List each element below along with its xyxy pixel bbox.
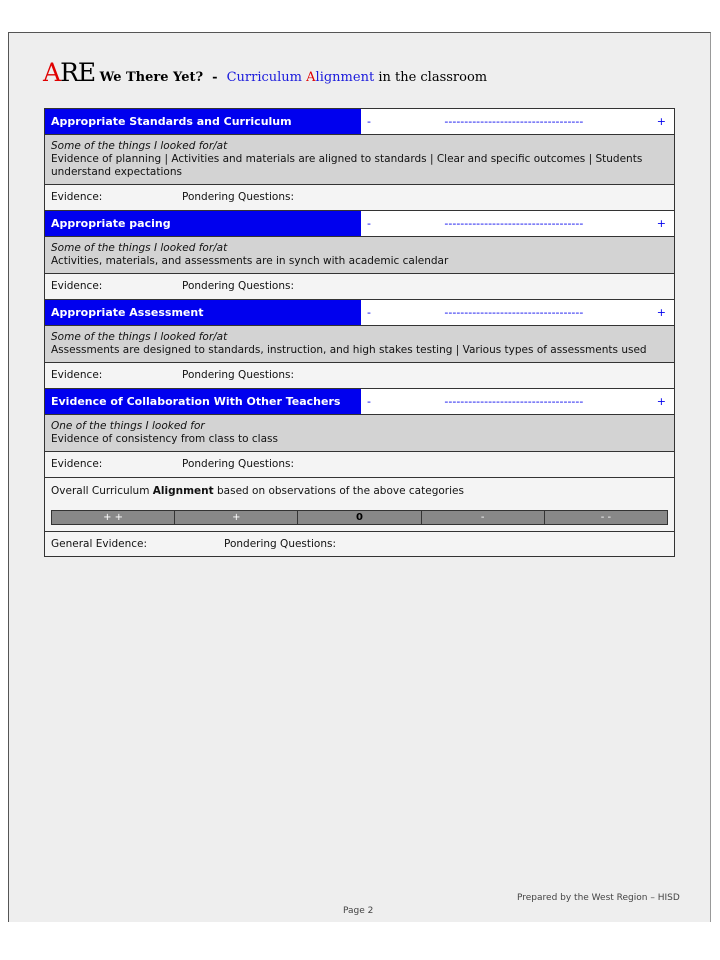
evidence-label: Evidence: (51, 191, 103, 203)
looked-for-items: Activities, materials, and assessments are in synch with academic calendar (51, 255, 449, 267)
evidence-row[interactable] (45, 274, 674, 300)
title-alignment-a: A (306, 70, 316, 85)
section-header-standards (45, 109, 674, 135)
scale-minus: - (367, 115, 371, 128)
looked-for-intro: Some of the things I looked for/at (51, 242, 228, 254)
evidence-label: Evidence: (51, 458, 103, 470)
looked-for-items: Evidence of consistency from class to class (51, 433, 278, 445)
page-title: ARE We There Yet? - Curriculum Alignment in the classroom (43, 58, 488, 87)
looked-for-intro: Some of the things I looked for/at (51, 140, 228, 152)
scale-dashes: ----------------------------------- (444, 395, 584, 408)
pondering-label: Pondering Questions: (182, 369, 295, 381)
page-number: Page 2 (343, 906, 374, 916)
prepared-by-footer: Prepared by the West Region – HISD (517, 893, 680, 903)
looked-for-block (45, 135, 674, 185)
scale-dashes: ----------------------------------- (444, 217, 584, 230)
looked-for-items: Assessments are designed to standards, instruction, and high stakes testing | Various types of assessments used (51, 344, 647, 356)
observation-form (44, 108, 675, 557)
scale-dashes: ----------------------------------- (444, 306, 584, 319)
looked-for-block (45, 237, 674, 274)
overall-rating-scale (51, 510, 668, 525)
general-pondering-label: Pondering Questions: (224, 538, 337, 550)
evidence-row[interactable] (45, 185, 674, 211)
evidence-row[interactable] (45, 452, 674, 478)
rating-zero[interactable]: 0 (298, 511, 421, 524)
general-evidence-label: General Evidence: (51, 538, 148, 550)
rating-double-plus[interactable]: + + (52, 511, 175, 524)
title-are: ARE (43, 58, 96, 87)
section-title: Appropriate Assessment (45, 300, 361, 325)
title-alignment-rest: lignment (315, 70, 375, 85)
rating-scale-line[interactable] (361, 109, 674, 134)
looked-for-block (45, 415, 674, 452)
section-title: Appropriate pacing (45, 211, 361, 236)
evidence-row[interactable] (45, 363, 674, 389)
pondering-label: Pondering Questions: (182, 191, 295, 203)
looked-for-block (45, 326, 674, 363)
looked-for-intro: One of the things I looked for (51, 420, 205, 432)
scale-plus: + (656, 115, 666, 128)
section-title: Appropriate Standards and Curriculum (45, 109, 361, 134)
section-header-assessment (45, 300, 674, 326)
scale-minus: - (367, 217, 371, 230)
overall-alignment-text: Overall Curriculum Alignment based on observations of the above categories (51, 485, 464, 497)
general-evidence-row[interactable] (45, 532, 674, 556)
rating-minus[interactable]: - (422, 511, 545, 524)
pondering-label: Pondering Questions: (182, 458, 295, 470)
scale-minus: - (367, 306, 371, 319)
title-curriculum: Curriculum (226, 70, 307, 85)
rating-scale-line[interactable] (361, 211, 674, 236)
section-header-pacing (45, 211, 674, 237)
scale-plus: + (656, 306, 666, 319)
scale-plus: + (656, 395, 666, 408)
rating-double-minus[interactable]: - - (600, 512, 612, 523)
section-title: Evidence of Collaboration With Other Teachers (45, 389, 361, 414)
evidence-label: Evidence: (51, 280, 103, 292)
looked-for-intro: Some of the things I looked for/at (51, 331, 228, 343)
section-header-collaboration (45, 389, 674, 415)
scale-dashes: ----------------------------------- (444, 115, 584, 128)
evidence-label: Evidence: (51, 369, 103, 381)
scale-plus: + (656, 217, 666, 230)
rating-plus[interactable]: + (175, 511, 298, 524)
title-classroom: in the classroom (374, 70, 488, 85)
overall-alignment-block (45, 478, 674, 532)
rating-scale-line[interactable] (361, 300, 674, 325)
title-we-there-yet: We There Yet? (95, 70, 204, 85)
scale-minus: - (367, 395, 371, 408)
pondering-label: Pondering Questions: (182, 280, 295, 292)
rating-scale-line[interactable] (361, 389, 674, 414)
looked-for-items: Evidence of planning | Activities and materials are aligned to standards | Clear and specific outcomes | Students understand expectations (51, 153, 643, 178)
